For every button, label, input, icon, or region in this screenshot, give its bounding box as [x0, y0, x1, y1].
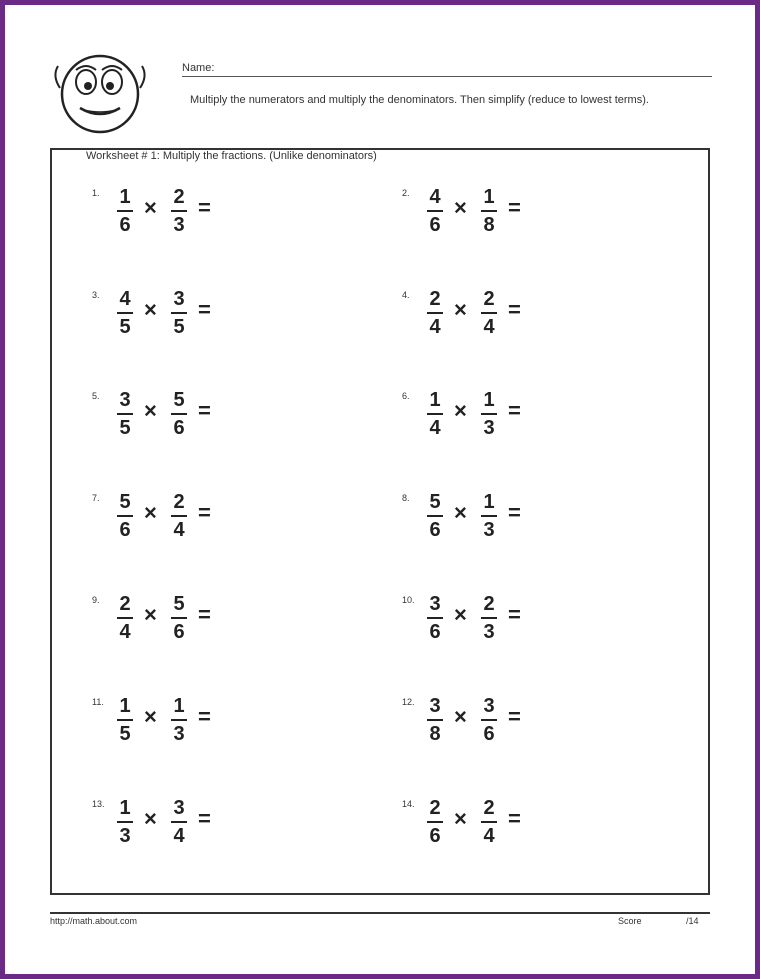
second-fraction — [170, 593, 188, 643]
equals-symbol: = — [198, 195, 211, 220]
denominator: 3 — [173, 214, 185, 236]
numerator: 1 — [119, 695, 131, 717]
problem-number: 11. — [92, 697, 104, 707]
numerator: 5 — [119, 491, 131, 513]
times-symbol: × — [144, 602, 157, 627]
fraction-bar — [481, 312, 497, 314]
problem-number: 5. — [92, 391, 100, 401]
fraction-bar — [481, 413, 497, 415]
times-symbol: × — [144, 195, 157, 220]
fraction-bar — [171, 515, 187, 517]
fraction-bar — [427, 719, 443, 721]
first-fraction — [426, 288, 444, 338]
problem-item — [402, 491, 562, 547]
fraction-bar — [427, 210, 443, 212]
problem-item — [402, 797, 562, 853]
numerator: 3 — [173, 288, 185, 310]
fraction-bar — [427, 413, 443, 415]
numerator: 2 — [483, 288, 495, 310]
numerator: 1 — [483, 186, 495, 208]
fraction-bar — [427, 617, 443, 619]
problem-item — [92, 593, 252, 649]
fraction-bar — [481, 617, 497, 619]
fraction-bar — [427, 821, 443, 823]
first-fraction — [116, 491, 134, 541]
denominator: 4 — [173, 519, 185, 541]
problem-number: 6. — [402, 391, 410, 401]
fraction-bar — [117, 617, 133, 619]
times-symbol: × — [454, 704, 467, 729]
second-fraction — [170, 695, 188, 745]
numerator: 5 — [173, 593, 185, 615]
footer-divider — [50, 912, 710, 914]
numerator: 3 — [119, 389, 131, 411]
denominator: 4 — [119, 621, 131, 643]
problem-number: 1. — [92, 188, 100, 198]
second-fraction — [480, 695, 498, 745]
denominator: 4 — [173, 825, 185, 847]
problem-number: 4. — [402, 290, 410, 300]
problem-number: 8. — [402, 493, 410, 503]
second-fraction — [170, 491, 188, 541]
fraction-bar — [171, 312, 187, 314]
instructions: Multiply the numerators and multiply the denominators. Then simplify (reduce to lowest terms). — [190, 94, 649, 106]
denominator: 6 — [173, 417, 185, 439]
problem-item — [402, 288, 562, 344]
first-fraction — [116, 288, 134, 338]
fraction-bar — [117, 821, 133, 823]
numerator: 3 — [429, 695, 441, 717]
footer-url[interactable]: http://math.about.com — [50, 916, 138, 926]
second-fraction — [480, 491, 498, 541]
numerator: 4 — [119, 288, 131, 310]
fraction-bar — [427, 515, 443, 517]
fraction-bar — [481, 719, 497, 721]
numerator: 1 — [173, 695, 185, 717]
numerator: 5 — [429, 491, 441, 513]
numerator: 2 — [483, 593, 495, 615]
second-fraction — [480, 389, 498, 439]
equals-symbol: = — [508, 195, 521, 220]
numerator: 1 — [119, 186, 131, 208]
numerator: 2 — [429, 797, 441, 819]
numerator: 1 — [483, 389, 495, 411]
problem-number: 2. — [402, 188, 410, 198]
numerator: 2 — [173, 491, 185, 513]
numerator: 3 — [483, 695, 495, 717]
fraction-bar — [171, 617, 187, 619]
denominator: 5 — [119, 723, 131, 745]
problem-number: 9. — [92, 595, 100, 605]
denominator: 5 — [119, 417, 131, 439]
denominator: 3 — [173, 723, 185, 745]
problem-number: 14. — [402, 799, 415, 809]
name-field[interactable] — [182, 62, 712, 77]
problem-item — [92, 389, 252, 445]
denominator: 6 — [483, 723, 495, 745]
fraction-bar — [481, 821, 497, 823]
problem-item — [92, 695, 252, 751]
first-fraction — [116, 389, 134, 439]
score-total: /14 — [686, 916, 699, 926]
second-fraction — [480, 186, 498, 236]
numerator: 2 — [173, 186, 185, 208]
times-symbol: × — [454, 602, 467, 627]
fraction-bar — [427, 312, 443, 314]
fraction-bar — [481, 210, 497, 212]
problem-item — [92, 797, 252, 853]
first-fraction — [426, 593, 444, 643]
first-fraction — [426, 491, 444, 541]
denominator: 6 — [173, 621, 185, 643]
numerator: 2 — [119, 593, 131, 615]
times-symbol: × — [454, 806, 467, 831]
second-fraction — [170, 288, 188, 338]
numerator: 5 — [173, 389, 185, 411]
first-fraction — [426, 695, 444, 745]
equals-symbol: = — [508, 500, 521, 525]
denominator: 6 — [429, 621, 441, 643]
fraction-bar — [171, 821, 187, 823]
times-symbol: × — [454, 297, 467, 322]
smiley-face-icon — [46, 48, 154, 140]
times-symbol: × — [144, 806, 157, 831]
numerator: 2 — [483, 797, 495, 819]
second-fraction — [170, 797, 188, 847]
numerator: 1 — [119, 797, 131, 819]
problem-number: 10. — [402, 595, 415, 605]
denominator: 3 — [483, 621, 495, 643]
second-fraction — [480, 593, 498, 643]
denominator: 6 — [119, 519, 131, 541]
times-symbol: × — [144, 398, 157, 423]
fraction-bar — [117, 312, 133, 314]
equals-symbol: = — [198, 398, 211, 423]
fraction-bar — [117, 210, 133, 212]
denominator: 4 — [429, 316, 441, 338]
equals-symbol: = — [508, 704, 521, 729]
times-symbol: × — [144, 297, 157, 322]
equals-symbol: = — [508, 297, 521, 322]
problem-number: 13. — [92, 799, 105, 809]
problem-number: 7. — [92, 493, 100, 503]
first-fraction — [426, 389, 444, 439]
first-fraction — [116, 797, 134, 847]
numerator: 3 — [173, 797, 185, 819]
fraction-bar — [171, 413, 187, 415]
problem-item — [402, 186, 562, 242]
second-fraction — [480, 797, 498, 847]
denominator: 5 — [119, 316, 131, 338]
numerator: 4 — [429, 186, 441, 208]
worksheet-title: Worksheet # 1: Multiply the fractions. (Unlike denominators) — [86, 150, 377, 162]
denominator: 6 — [429, 825, 441, 847]
fraction-bar — [171, 210, 187, 212]
problem-number: 3. — [92, 290, 100, 300]
second-fraction — [480, 288, 498, 338]
denominator: 6 — [429, 519, 441, 541]
denominator: 4 — [429, 417, 441, 439]
equals-symbol: = — [508, 806, 521, 831]
fraction-bar — [171, 719, 187, 721]
first-fraction — [426, 797, 444, 847]
first-fraction — [116, 695, 134, 745]
fraction-bar — [117, 719, 133, 721]
numerator: 3 — [429, 593, 441, 615]
problem-number: 12. — [402, 697, 415, 707]
numerator: 1 — [429, 389, 441, 411]
denominator: 3 — [483, 519, 495, 541]
second-fraction — [170, 186, 188, 236]
denominator: 4 — [483, 825, 495, 847]
second-fraction — [170, 389, 188, 439]
first-fraction — [426, 186, 444, 236]
equals-symbol: = — [198, 806, 211, 831]
denominator: 6 — [119, 214, 131, 236]
equals-symbol: = — [198, 297, 211, 322]
fraction-bar — [117, 413, 133, 415]
name-label: Name: — [182, 62, 215, 74]
denominator: 8 — [483, 214, 495, 236]
times-symbol: × — [454, 195, 467, 220]
denominator: 6 — [429, 214, 441, 236]
denominator: 4 — [483, 316, 495, 338]
denominator: 5 — [173, 316, 185, 338]
denominator: 8 — [429, 723, 441, 745]
times-symbol: × — [144, 500, 157, 525]
problem-item — [402, 389, 562, 445]
score-label: Score — [618, 916, 642, 926]
equals-symbol: = — [198, 704, 211, 729]
problem-item — [92, 186, 252, 242]
times-symbol: × — [454, 500, 467, 525]
numerator: 1 — [483, 491, 495, 513]
numerator: 2 — [429, 288, 441, 310]
first-fraction — [116, 186, 134, 236]
problem-item — [402, 593, 562, 649]
problem-item — [92, 491, 252, 547]
times-symbol: × — [144, 704, 157, 729]
denominator: 3 — [483, 417, 495, 439]
equals-symbol: = — [508, 602, 521, 627]
denominator: 3 — [119, 825, 131, 847]
equals-symbol: = — [198, 602, 211, 627]
equals-symbol: = — [198, 500, 211, 525]
problem-item — [92, 288, 252, 344]
equals-symbol: = — [508, 398, 521, 423]
fraction-bar — [117, 515, 133, 517]
first-fraction — [116, 593, 134, 643]
problem-item — [402, 695, 562, 751]
fraction-bar — [481, 515, 497, 517]
times-symbol: × — [454, 398, 467, 423]
